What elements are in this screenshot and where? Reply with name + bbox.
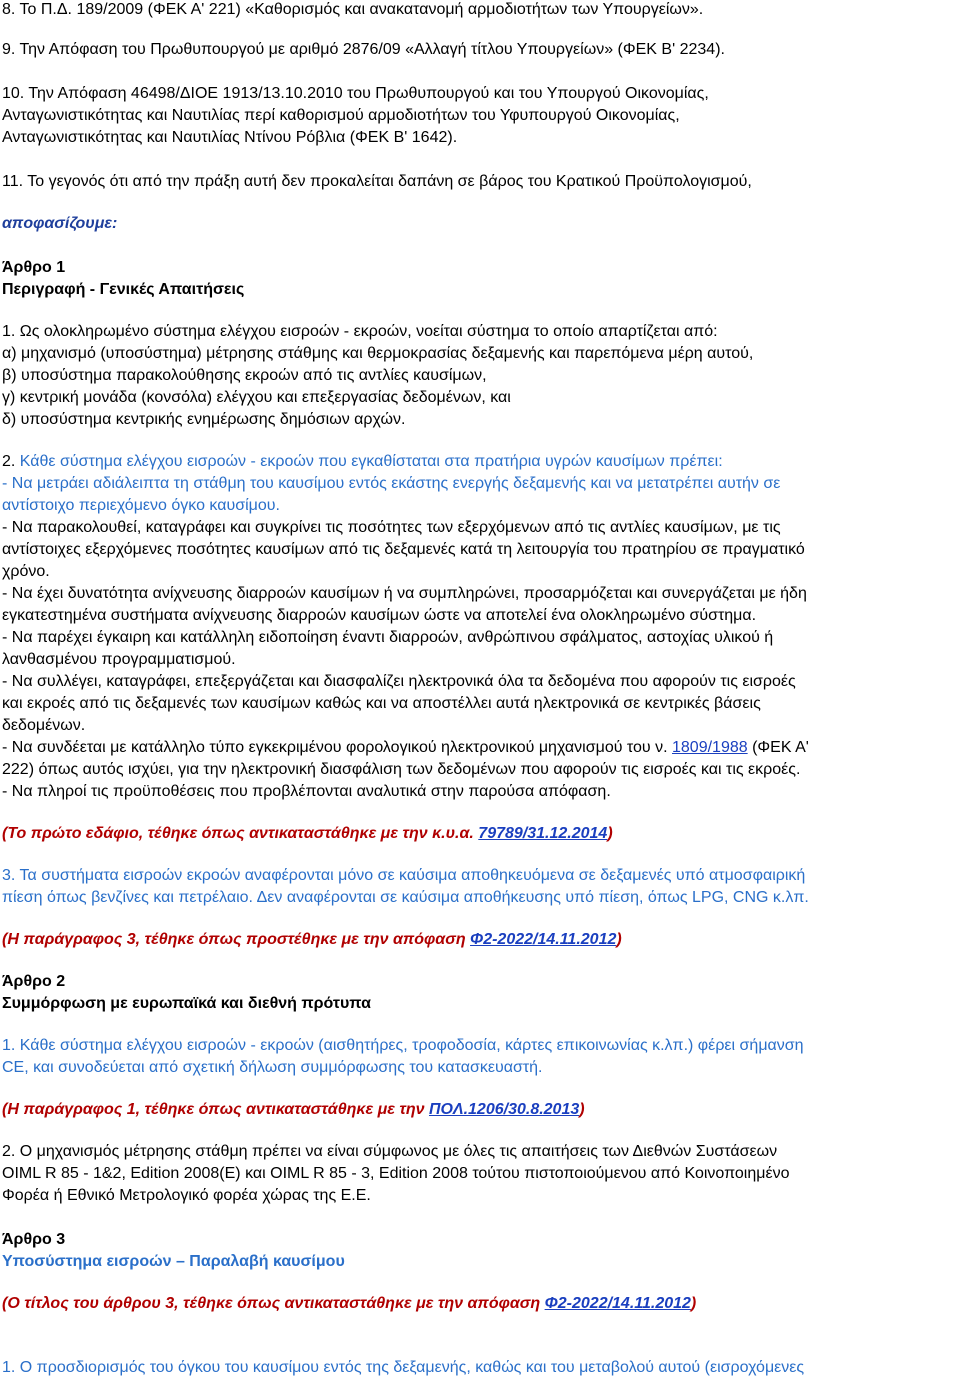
p2-line: - Να έχει δυνατότητα ανίχνευσης διαρροών καυσίμων ή να συμπληρώνει, προσαρμόζεται και συνεργάζεται με ήδη xyxy=(2,585,807,602)
p2-line: χρόνο. xyxy=(2,563,50,580)
article-2-p2-line: Φορέα ή Εθνικό Μετρολογικό φορέα χώρας της Ε.Ε. xyxy=(2,1187,371,1204)
note-text: (Η παράγραφος 3, τέθηκε όπως προστέθηκε με την απόφαση xyxy=(2,931,471,948)
p2-line: 222) όπως αυτός ισχύει, για την ηλεκτρονική διασφάλιση των δεδομένων που αφορούν τις εισροές και τις εκροές. xyxy=(2,761,801,778)
p2-heading: Κάθε σύστημα ελέγχου εισροών - εκροών που εγκαθίσταται στα πρατήρια υγρών καυσίμων πρέπει: xyxy=(19,453,723,470)
amendment-note-2 xyxy=(2,930,622,950)
note-text: ) xyxy=(616,931,622,948)
article-1-p1-line: γ) κεντρική μονάδα (κονσόλα) ελέγχου και επεξεργασίας δεδομένων, και xyxy=(2,389,511,406)
p2-law-line xyxy=(2,738,809,758)
recital-9: 9. Την Απόφαση του Πρωθυπουργού με αριθμό 2876/09 «Αλλαγή τίτλου Υπουργείων» (ΦΕΚ Β' 2234). xyxy=(2,41,725,58)
f2-2022-link[interactable]: Φ2-2022/14.11.2012 xyxy=(470,931,617,948)
article-1-p3-line: 3. Τα συστήματα εισροών εκροών αναφέρονται μόνο σε καύσιμα αποθηκευόμενα σε δεξαμενές υπό ατμοσφαιρική xyxy=(2,867,806,884)
recital-10-line3: Ανταγωνιστικότητας και Ναυτιλίας Ντίνου Ρόβλια (ΦΕΚ Β' 1642). xyxy=(2,129,458,146)
note-text: (Ο τίτλος του άρθρου 3, τέθηκε όπως αντικαταστάθηκε με την απόφαση xyxy=(2,1295,545,1312)
p2-blue-line: αντίστοιχο περιεχόμενο όγκο καυσίμου. xyxy=(2,497,280,514)
article-2-title: Άρθρο 2 xyxy=(2,973,66,990)
note-text: ) xyxy=(579,1101,585,1118)
p2-blue-line: - Να μετράει αδιάλειπτα τη στάθμη του καυσίμου εντός εκάστης ενεργής δεξαμενής και να μετατρέπει αυτήν σε xyxy=(2,475,781,492)
note-text: (Το πρώτο εδάφιο, τέθηκε όπως αντικαταστάθηκε με την κ.υ.α. xyxy=(2,825,479,842)
recital-10-line2: Ανταγωνιστικότητας και Ναυτιλίας περί καθορισμού αρμοδιοτήτων του Υφυπουργού Οικονομίας, xyxy=(2,107,680,124)
article-1-subtitle: Περιγραφή - Γενικές Απαιτήσεις xyxy=(2,281,245,298)
amendment-note-3 xyxy=(2,1100,585,1120)
article-2-p2-line: 2. Ο μηχανισμός μέτρησης στάθμη πρέπει να είναι σύμφωνος με όλες τις απαιτήσεις των Διεθνών Συστάσεων xyxy=(2,1143,778,1160)
law-text-pre: - Να συνδέεται με κατάλληλο τύπο εγκεκριμένου φορολογικού ηλεκτρονικού μηχανισμού του ν. xyxy=(2,739,672,756)
p2-line: - Να παρέχει έγκαιρη και κατάλληλη ειδοποίηση έναντι διαρροών, ανθρώπινου σφάλματος, αστοχίας υλικού ή xyxy=(2,629,774,646)
article-1-p3-line: πίεση όπως βενζίνες και πετρέλαιο. Δεν αναφέρονται σε καύσιμα αποθήκευσης υπό πίεση, όπως LPG, CNG κ.λπ. xyxy=(2,889,809,906)
article-3-subtitle: Υποσύστημα εισροών – Παραλαβή καυσίμου xyxy=(2,1253,345,1270)
article-2-p1-line: CE, και συνοδεύεται από σχετική δήλωση συμμόρφωσης του κατασκευαστή. xyxy=(2,1059,543,1076)
recital-10-line1: 10. Την Απόφαση 46498/ΔΙΟΕ 1913/13.10.2010 του Πρωθυπουργού και του Υπουργού Οικονομίας, xyxy=(2,85,709,102)
article-3-p1-line: 1. Ο προσδιορισμός του όγκου του καυσίμου εντός της δεξαμενής, καθώς και του μεταβολού αυτού (εισροχόμενες xyxy=(2,1359,805,1376)
article-2-p1-line: 1. Κάθε σύστημα ελέγχου εισροών - εκροών (αισθητήρες, τροφοδοσία, κάρτες επικοινωνίας κ.λπ.) φέρει σήμανση xyxy=(2,1037,804,1054)
note-text: ) xyxy=(690,1295,697,1312)
law-text-post: (ΦΕΚ Α' xyxy=(747,739,809,756)
p2-line: εγκατεστημένα συστήματα ανίχνευσης διαρροών καυσίμων ώστε να αποτελεί ένα ολοκληρωμένο σύστημα. xyxy=(2,607,757,624)
article-1-p1-line: α) μηχανισμό (υποσύστημα) μέτρησης στάθμης και θερμοκρασίας δεξαμενής και παρεπόμενα μέρη αυτού, xyxy=(2,345,754,362)
article-1-p1-line: 1. Ως ολοκληρωμένο σύστημα ελέγχου εισροών - εκροών, νοείται σύστημα το οποίο απαρτίζεται από: xyxy=(2,323,718,340)
article-2-subtitle: Συμμόρφωση με ευρωπαϊκά και διεθνή πρότυπα xyxy=(2,995,371,1012)
article-1-p1-line: β) υποσύστημα παρακολούθησης εκροών από τις αντλίες καυσίμων, xyxy=(2,367,487,384)
f2-2022-link[interactable]: Φ2-2022/14.11.2012 xyxy=(544,1295,691,1312)
pol-1206-link[interactable]: ΠΟΛ.1206/30.8.2013 xyxy=(428,1101,580,1118)
p2-line: δεδομένων. xyxy=(2,717,86,734)
p2-line: - Να συλλέγει, καταγράφει, επεξεργάζεται και διασφαλίζει ηλεκτρονικά όλα τα δεδομένα που αφορούν τις εισροές xyxy=(2,673,796,690)
article-1-p1-line: δ) υποσύστημα κεντρικής ενημέρωσης δημόσιων αρχών. xyxy=(2,411,406,428)
recital-11: 11. Το γεγονός ότι από την πράξη αυτή δεν προκαλείται δαπάνη σε βάρος του Κρατικού Προϋπολογισμού, xyxy=(2,173,752,190)
note-text: (Η παράγραφος 1, τέθηκε όπως αντικαταστάθηκε με την xyxy=(2,1101,429,1118)
article-3-title: Άρθρο 3 xyxy=(2,1231,66,1248)
decision-heading: αποφασίζουμε: xyxy=(2,215,118,232)
note-text: ) xyxy=(607,825,613,842)
article-1-title: Άρθρο 1 xyxy=(2,259,66,276)
recital-8: 8. Το Π.Δ. 189/2009 (ΦΕΚ Α' 221) «Καθορισμός και ανακατανομή αρμοδιοτήτων των Υπουργείων». xyxy=(2,1,704,18)
amendment-note-1 xyxy=(2,824,613,844)
kya-79789-link[interactable]: 79789/31.12.2014 xyxy=(478,825,608,842)
p2-number: 2. xyxy=(2,453,20,470)
law-1809-1988-link[interactable]: 1809/1988 xyxy=(672,739,748,756)
p2-line: - Να παρακολουθεί, καταγράφει και συγκρίνει τις ποσότητες των εξερχόμενων από τις αντλίες καυσίμων, με τις xyxy=(2,519,781,536)
article-2-p2-line: OIML R 85 - 1&2, Edition 2008(E) και OIML R 85 - 3, Edition 2008 τούτου πιστοποιούμενου από Κοινοποιημένο xyxy=(2,1165,790,1182)
p2-line: αντίστοιχες εξερχόμενες ποσότητες καυσίμων από τις δεξαμενές κατά τη λειτουργία του πρατηρίου σε πραγματικό xyxy=(2,541,805,558)
p2-line: λανθασμένου προγραμματισμού. xyxy=(2,651,236,668)
article-1-p2-head xyxy=(2,452,723,472)
amendment-note-4 xyxy=(2,1294,696,1314)
p2-line: και εκροές από τις δεξαμενές των καυσίμων καθώς και να αποστέλλει αυτά ηλεκτρονικά σε κεντρικές βάσεις xyxy=(2,695,761,712)
p2-line: - Να πληροί τις προϋποθέσεις που προβλέπονται αναλυτικά στην παρούσα απόφαση. xyxy=(2,783,611,800)
